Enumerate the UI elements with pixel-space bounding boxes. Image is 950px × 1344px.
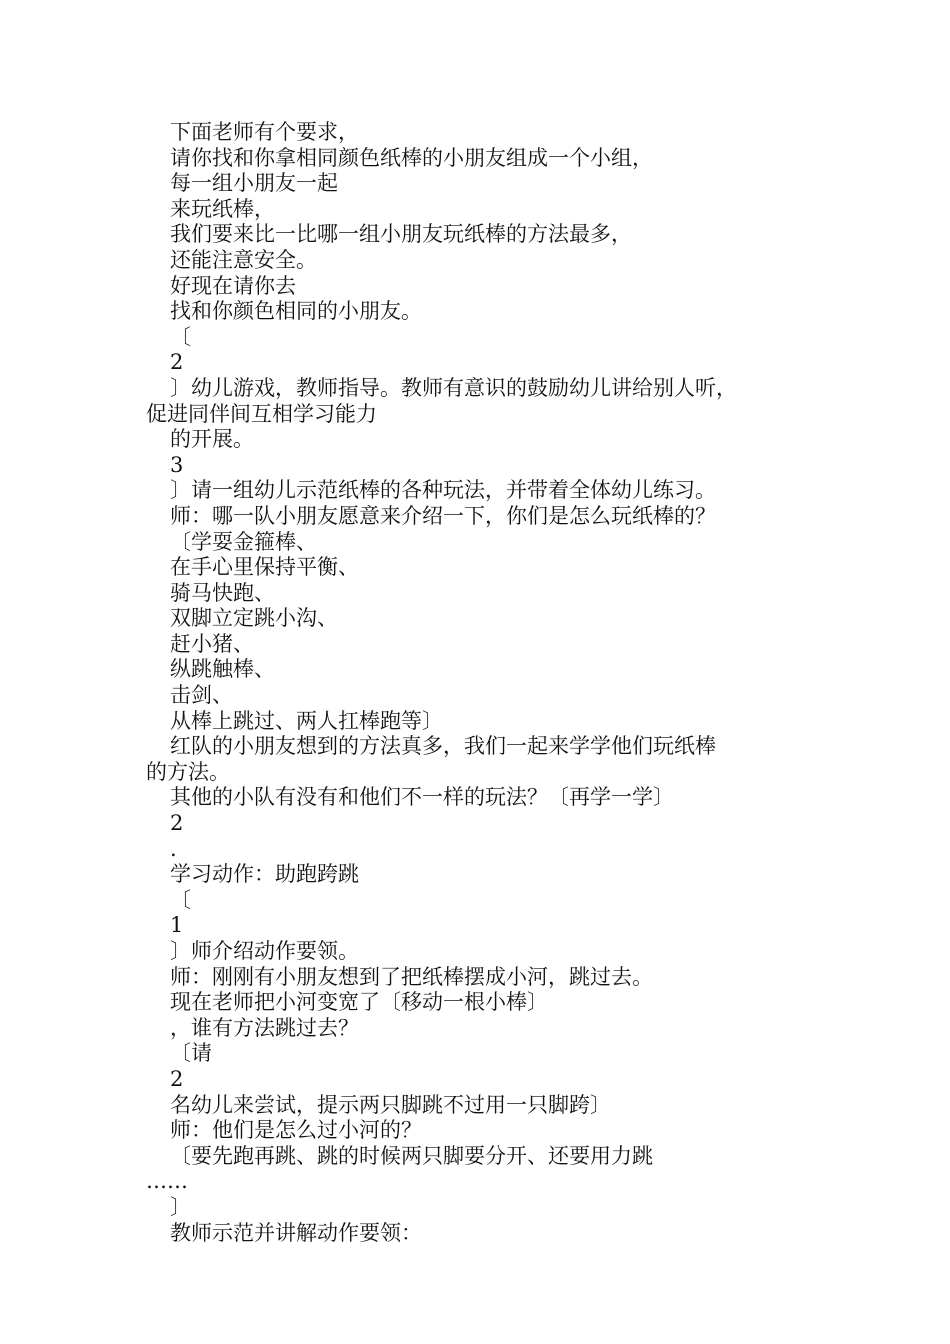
text-line: 〔请 bbox=[170, 1041, 212, 1066]
text-line: 好现在请你去 bbox=[170, 273, 296, 298]
text-line: 下面老师有个要求， bbox=[170, 120, 359, 144]
text-line: 〔 bbox=[170, 324, 191, 349]
text-line: 的开展。 bbox=[170, 427, 254, 452]
text-line: 在手心里保持平衡、 bbox=[170, 555, 359, 580]
text-line: 赶小猪、 bbox=[170, 631, 254, 656]
text-line: 我们要来比一比哪一组小朋友玩纸棒的方法最多， bbox=[170, 222, 632, 247]
text-line: 师：哪一队小朋友愿意来介绍一下，你们是怎么玩纸棒的？ bbox=[170, 503, 716, 528]
text-line: 教师示范并讲解动作要领： bbox=[170, 1220, 422, 1245]
text-line: 请你找和你拿相同颜色纸棒的小朋友组成一个小组， bbox=[170, 145, 653, 170]
text-line: . bbox=[170, 836, 177, 861]
text-line: 〕师介绍动作要领。 bbox=[170, 939, 359, 963]
text-line: 2 bbox=[170, 1066, 184, 1091]
text-line: 〕请一组幼儿示范纸棒的各种玩法，并带着全体幼儿练习。 bbox=[170, 478, 716, 503]
text-line: 双脚立定跳小沟、 bbox=[170, 606, 338, 631]
text-line: …… bbox=[146, 1169, 188, 1194]
text-line: 〔 bbox=[170, 887, 191, 912]
text-line: ，谁有方法跳过去？ bbox=[170, 1015, 359, 1040]
text-line: 现在老师把小河变宽了〔移动一根小棒〕 bbox=[170, 990, 548, 1015]
text-line: 3 bbox=[170, 452, 184, 477]
text-line: 来玩纸棒， bbox=[170, 196, 275, 221]
text-line: 名幼儿来尝试，提示两只脚跳不过用一只脚跨〕 bbox=[170, 1092, 611, 1117]
text-line: 师：他们是怎么过小河的？ bbox=[170, 1118, 422, 1143]
text-line: 击剑、 bbox=[170, 683, 233, 708]
text-line: 找和你颜色相同的小朋友。 bbox=[170, 299, 422, 324]
text-line: 〔学耍金箍棒、 bbox=[170, 529, 317, 554]
text-line: 骑马快跑、 bbox=[170, 580, 275, 605]
text-line: 〕 bbox=[170, 1194, 191, 1219]
text-line: 还能注意安全。 bbox=[170, 247, 317, 272]
text-line: 〕幼儿游戏，教师指导。教师有意识的鼓励幼儿讲给别人听， bbox=[170, 375, 737, 400]
text-line: 师：刚刚有小朋友想到了把纸棒摆成小河，跳过去。 bbox=[170, 964, 653, 989]
text-line: 从棒上跳过、两人扛棒跑等〕 bbox=[170, 708, 443, 733]
text-line: 2 bbox=[170, 350, 184, 375]
text-line: 学习动作：助跑跨跳 bbox=[170, 862, 359, 887]
text-line: 1 bbox=[170, 913, 184, 938]
text-line: 〔要先跑再跳、跳的时候两只脚要分开、还要用力跳 bbox=[170, 1143, 653, 1168]
text-line: 红队的小朋友想到的方法真多，我们一起来学学他们玩纸棒 bbox=[170, 734, 716, 759]
text-line: 纵跳触棒、 bbox=[170, 657, 275, 682]
text-line: 其他的小队有没有和他们不一样的玩法？〔再学一学〕 bbox=[170, 785, 674, 810]
text-line: 促进同伴间互相学习能力 bbox=[146, 401, 377, 426]
text-line: 2 bbox=[170, 811, 184, 836]
text-line: 的方法。 bbox=[146, 759, 230, 784]
text-line: 每一组小朋友一起 bbox=[170, 171, 338, 196]
document-body bbox=[0, 120, 950, 1246]
